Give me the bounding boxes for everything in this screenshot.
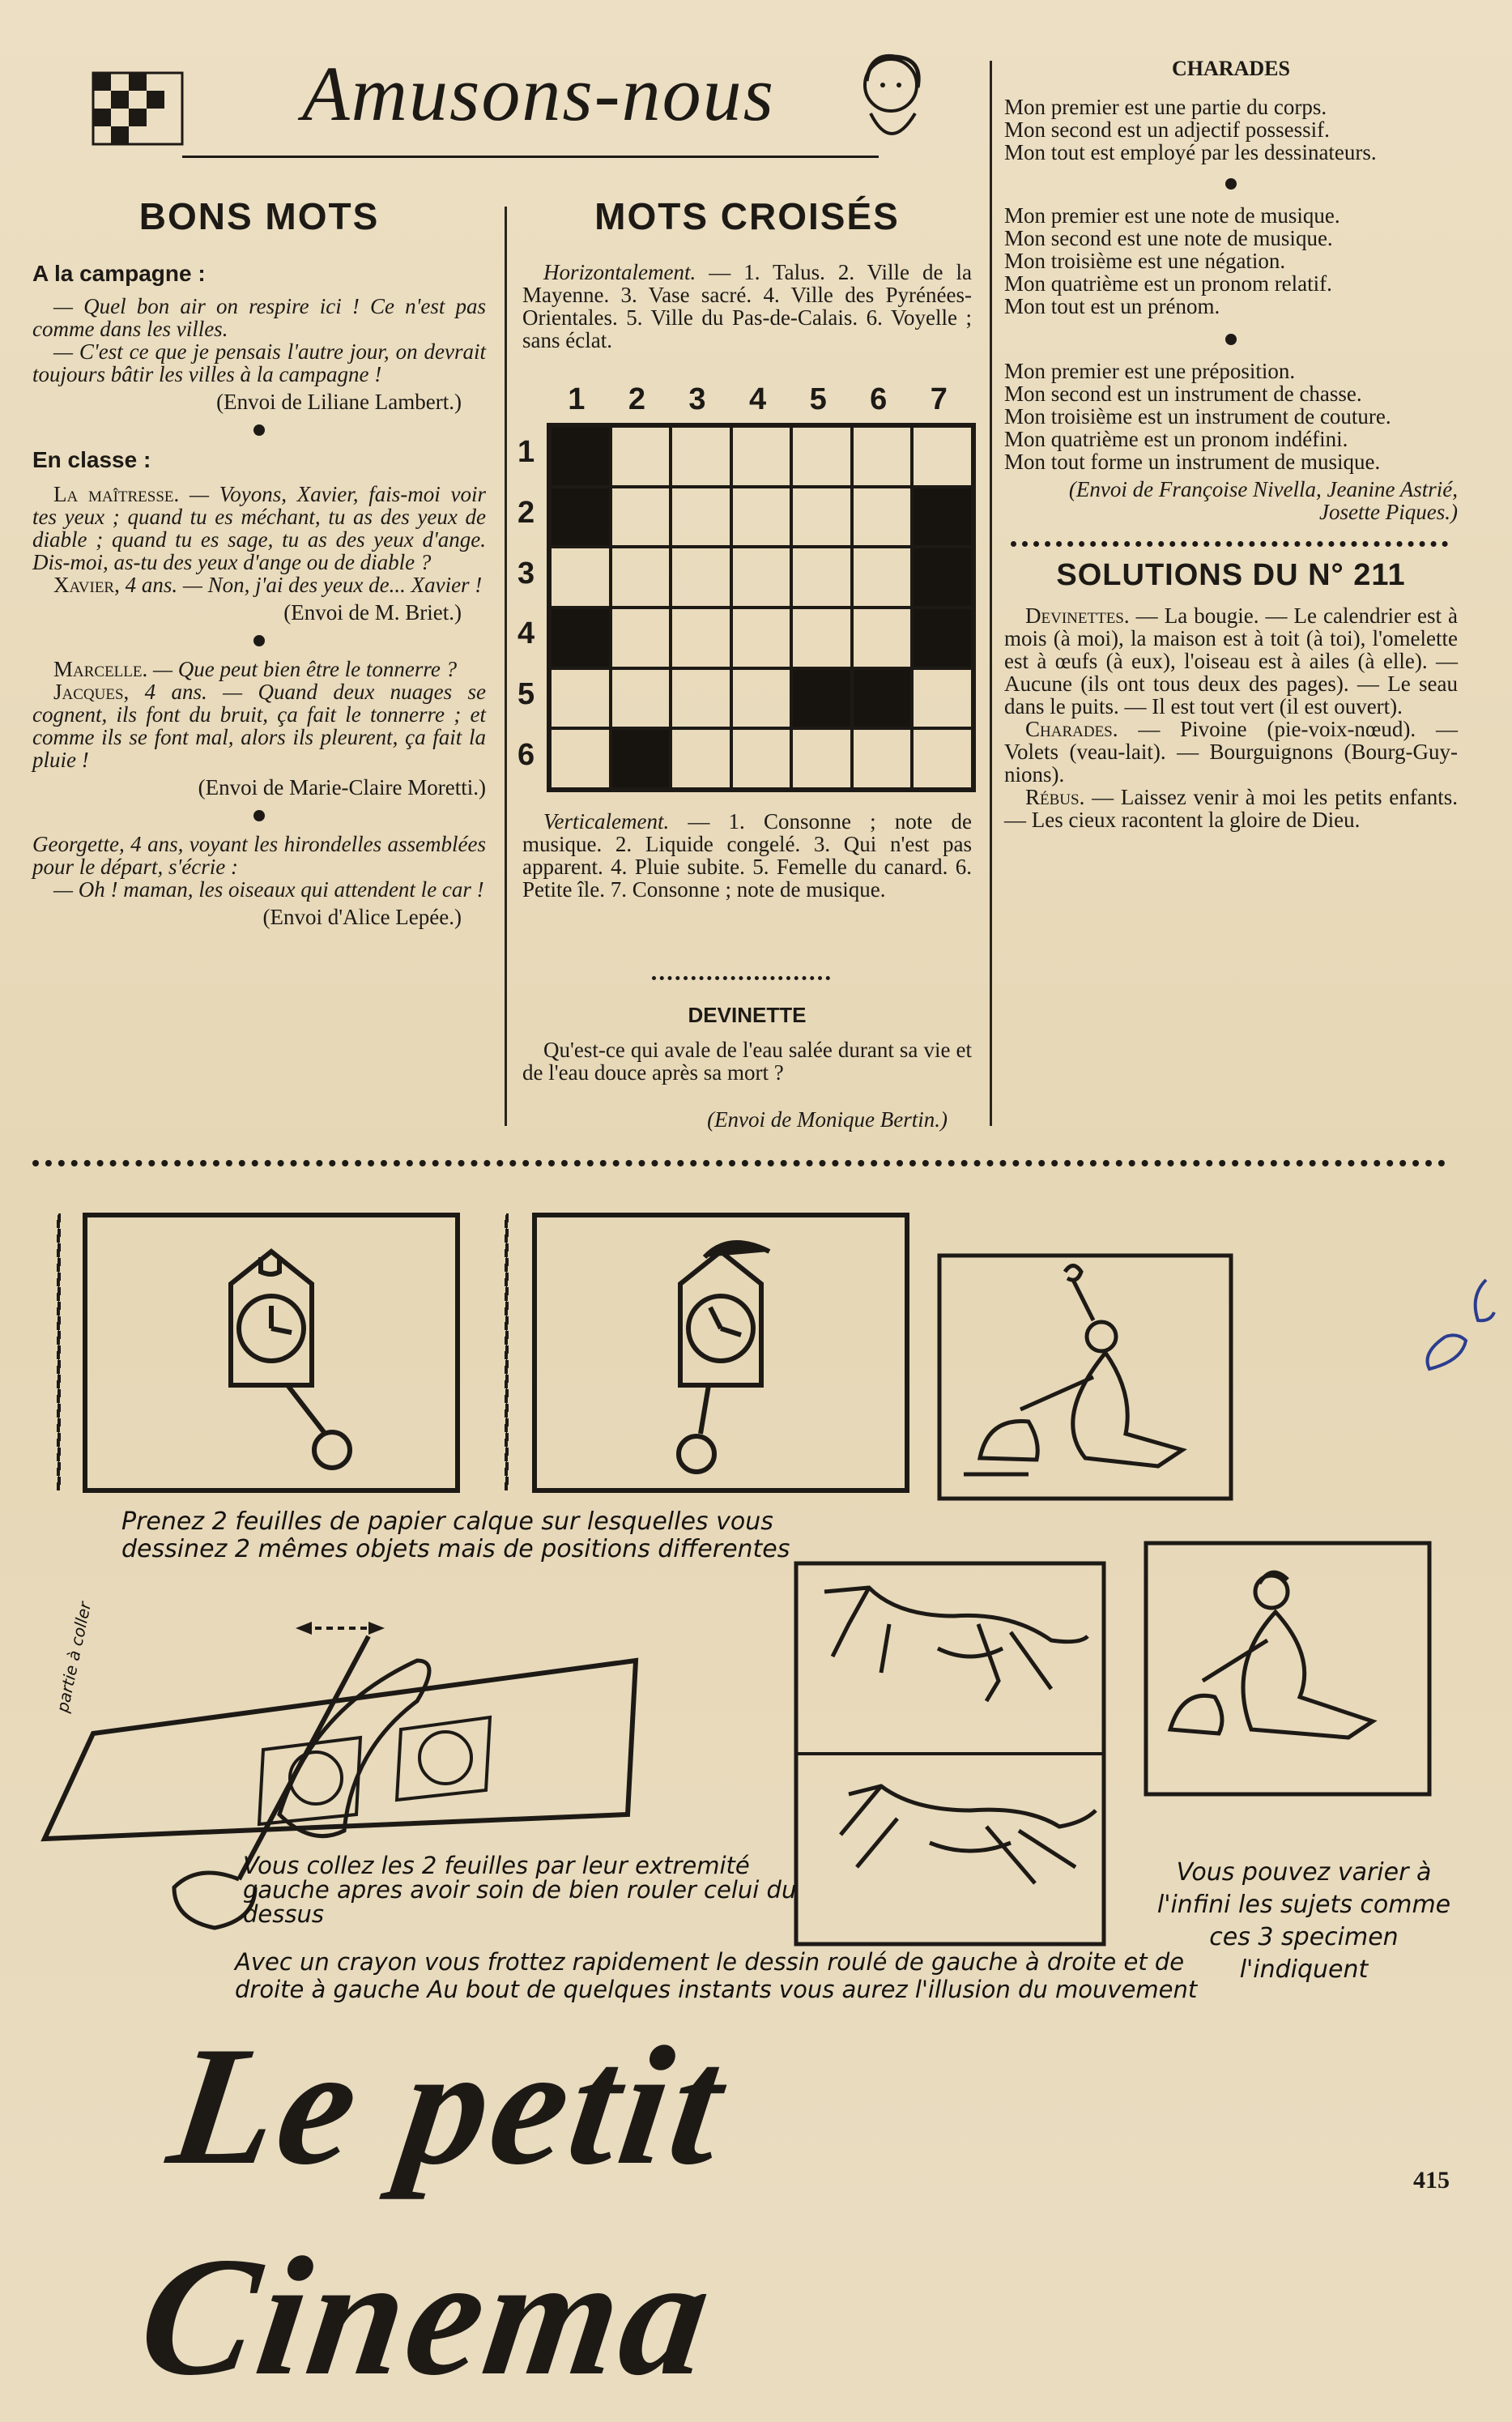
separator-dot: [253, 810, 265, 821]
rolled-sheet-icon: [279, 1661, 429, 1836]
crossword-column-number: 5: [809, 382, 827, 416]
charade-3: [1004, 360, 1458, 473]
separator-dot: [1225, 334, 1237, 345]
crossword-empty-cell[interactable]: [731, 668, 792, 729]
crossword-row-number: 1: [517, 435, 535, 470]
speaker-marcelle: Marcelle.: [53, 657, 148, 681]
crossword-column-number: 2: [628, 382, 645, 416]
woman-frame-2: [1138, 1535, 1437, 1802]
crossword-empty-cell[interactable]: [731, 728, 792, 789]
crossword-empty-cell[interactable]: [791, 547, 852, 608]
vertical-clues-block: [522, 809, 972, 1132]
tonnerre-text-2: 4 ans. — Quand deux nuages se cognent, ils font du bruit, ça fait le tonnerre ; et comme ils se font mal, alors ils pleurent, ça fait la pluie !: [32, 680, 486, 772]
column-rule-right: [990, 61, 992, 1126]
clock-frame-2: [498, 1207, 919, 1499]
galloping-horse-2-icon: [841, 1786, 1096, 1883]
charade-2: [1004, 204, 1458, 318]
devinette-dotted-rule: [652, 976, 830, 980]
crossword-empty-cell[interactable]: [671, 547, 731, 608]
classe-line-1: [32, 483, 486, 574]
mots-croises-column: [522, 194, 972, 352]
kneeling-woman-scrubbing-icon: [1170, 1572, 1373, 1738]
crossword-empty-cell[interactable]: [611, 608, 671, 668]
crossword-empty-cell[interactable]: [731, 608, 792, 668]
kneeling-woman-icon: [964, 1266, 1182, 1475]
charade-line: Mon troisième est une négation.: [1004, 249, 1286, 273]
campagne-line-1: — Quel bon air on respire ici ! Ce n'est pas comme dans les villes.: [32, 294, 486, 341]
crossword-empty-cell[interactable]: [550, 728, 611, 789]
pen-scribble-mark: [1413, 1264, 1502, 1377]
crossword-black-cell: [852, 668, 913, 729]
pencil-icon: [239, 1636, 368, 1879]
crossword-black-cell: [912, 608, 973, 668]
horizontal-clues: [522, 261, 972, 352]
solutions-heading: SOLUTIONS DU N° 211: [1056, 558, 1406, 592]
crossword-empty-cell[interactable]: [791, 426, 852, 487]
solutions-rebus-label: Rébus.: [1025, 785, 1085, 809]
campagne-credit: (Envoi de Liliane Lambert.): [216, 390, 462, 414]
crossword-empty-cell[interactable]: [731, 547, 792, 608]
mots-croises-heading: MOTS CROISÉS: [594, 195, 900, 237]
speaker-xavier: Xavier,: [53, 573, 120, 597]
clock-frame-1: [49, 1207, 470, 1499]
classe-title: En classe :: [32, 447, 151, 472]
checkerboard-illustration-icon: [77, 49, 198, 162]
crossword-empty-cell[interactable]: [791, 728, 852, 789]
crossword-column-number: 1: [568, 382, 586, 416]
crossword-black-cell: [611, 728, 671, 789]
crossword-column-number: 3: [688, 382, 706, 416]
page-number: 415: [1413, 2167, 1450, 2194]
woman-frame-1: [931, 1247, 1239, 1507]
solutions-dotted-rule: [1011, 541, 1448, 547]
cinema-note: Vous pouvez varier à l'infini les sujets comme ces 3 specimen l'indiquent: [1156, 1858, 1451, 1984]
georgette-credit: (Envoi d'Alice Lepée.): [262, 905, 462, 929]
crossword-row-number: 6: [517, 737, 535, 772]
crossword-empty-cell[interactable]: [550, 668, 611, 729]
crossword-empty-cell[interactable]: [611, 547, 671, 608]
solutions-charades-text: — Pivoine (pie-voix-nœud). — Volets (veau-lait). — Bourguignons (Bourg-Guy-nions).: [1004, 717, 1458, 787]
devinette-text: Qu'est-ce qui avale de l'eau salée durant sa vie et de l'eau douce après sa mort ?: [522, 1038, 972, 1085]
cuckoo-clock-icon: [231, 1252, 350, 1468]
crossword-empty-cell[interactable]: [852, 728, 913, 789]
charades-heading: CHARADES: [1172, 57, 1290, 80]
crossword-black-cell: [912, 487, 973, 548]
crossword-grid: [547, 423, 976, 792]
cinema-step-3: Avec un crayon vous frottez rapidement le dessin roulé de gauche à droite et de droite à gauche Au bout de quelques instants vous aurez l'illusion du mouvement: [235, 1948, 1198, 2003]
solutions-rebus: [1004, 786, 1458, 831]
tonnerre-credit: (Envoi de Marie-Claire Moretti.): [198, 775, 486, 800]
crossword-empty-cell[interactable]: [731, 426, 792, 487]
tonnerre-text-1: — Que peut bien être le tonnerre ?: [147, 657, 458, 681]
page-fold-dotted-rule: [32, 1160, 1446, 1166]
charades-column: [1004, 57, 1458, 831]
crossword-empty-cell[interactable]: [671, 487, 731, 548]
charade-line: Mon premier est une note de musique.: [1004, 203, 1340, 228]
georgette-line-2: — Oh ! maman, les oiseaux qui attendent le car !: [53, 877, 484, 902]
charade-line: Mon quatrième est un pronom indéfini.: [1004, 427, 1348, 451]
crossword-black-cell: [912, 547, 973, 608]
crossword-empty-cell[interactable]: [611, 426, 671, 487]
vertical-label: Verticalement.: [543, 809, 670, 834]
crossword-empty-cell[interactable]: [731, 487, 792, 548]
cinema-step-2: Vous collez les 2 feuilles par leur extremité gauche apres avoir soin de bien rouler celui du dessus: [243, 1852, 797, 1928]
tonnerre-line-1: [32, 658, 486, 680]
solutions-charades: [1004, 718, 1458, 786]
crossword-black-cell: [791, 668, 852, 729]
solutions-devinettes-label: Devinettes.: [1025, 603, 1130, 628]
crossword-empty-cell[interactable]: [611, 668, 671, 729]
crossword-empty-cell[interactable]: [912, 426, 973, 487]
margin-note: partie à coller: [52, 1600, 96, 1715]
banner: [77, 49, 935, 166]
charade-line: Mon premier est une préposition.: [1004, 359, 1296, 383]
georgette-line-1: Georgette, 4 ans, voyant les hirondelles assemblées pour le départ, s'écrie :: [32, 832, 486, 879]
crossword-empty-cell[interactable]: [852, 426, 913, 487]
girl-illustration-icon: [846, 49, 935, 162]
crossword-empty-cell[interactable]: [791, 487, 852, 548]
crossword-empty-cell[interactable]: [671, 608, 731, 668]
crossword-column-number: 4: [749, 382, 767, 416]
crossword-black-cell: [550, 487, 611, 548]
speaker-jacques: Jacques,: [53, 680, 130, 704]
solutions-rebus-text: — Laissez venir à moi les petits enfants. — Les cieux racontent la gloire de Dieu.: [1004, 785, 1458, 832]
bons-mots-column: [32, 194, 486, 928]
separator-dot: [1225, 178, 1237, 190]
cinema-title: Le petit Cinema: [130, 2012, 736, 2411]
charade-line: Mon second est un instrument de chasse.: [1004, 382, 1362, 406]
crossword-empty-cell[interactable]: [852, 487, 913, 548]
crossword-empty-cell[interactable]: [611, 487, 671, 548]
crossword-empty-cell[interactable]: [912, 728, 973, 789]
classe-line-2: [32, 574, 486, 596]
speaker-maitresse: La maîtresse.: [53, 482, 180, 506]
crossword-row-number: 3: [517, 556, 535, 591]
crossword-empty-cell[interactable]: [671, 426, 731, 487]
horizontal-label: Horizontalement.: [543, 260, 696, 284]
charade-line: Mon second est un adjectif possessif.: [1004, 117, 1330, 142]
charade-line: Mon tout est employé par les dessinateurs.: [1004, 140, 1377, 164]
vertical-clues: [522, 810, 972, 901]
charade-line: Mon tout forme un instrument de musique.: [1004, 450, 1381, 474]
charade-line: Mon troisième est un instrument de couture.: [1004, 404, 1391, 429]
charade-1: [1004, 96, 1458, 164]
crossword-column-number: 6: [870, 382, 888, 416]
bons-mots-heading: BONS MOTS: [138, 195, 380, 237]
galloping-horse-1-icon: [824, 1588, 1088, 1701]
crossword-empty-cell[interactable]: [912, 668, 973, 729]
crossword-empty-cell[interactable]: [671, 668, 731, 729]
crossword-row-number: 2: [517, 496, 535, 530]
horizontal-text: — 1. Talus. 2. Ville de la Mayenne. 3. Vase sacré. 4. Ville des Pyrénées-Orientales. 5. Ville du Pas-de-Calais. 6. Voyelle ; sans éclat.: [522, 260, 972, 352]
separator-dot: [253, 635, 265, 646]
solutions-devinettes: [1004, 604, 1458, 718]
crossword-empty-cell[interactable]: [852, 608, 913, 668]
solutions-charades-label: Charades.: [1025, 717, 1118, 741]
classe-text-2: 4 ans. — Non, j'ai des yeux de... Xavier !: [119, 573, 483, 597]
crossword-row-number: 5: [517, 677, 535, 711]
banner-title: Amusons-nous: [301, 50, 775, 137]
charades-credit: (Envoi de Françoise Nivella, Jeanine Astrié, Josette Piques.): [1068, 477, 1458, 524]
crossword-empty-cell[interactable]: [852, 547, 913, 608]
classe-credit: (Envoi de M. Briet.): [283, 600, 462, 625]
classe-text-1: — Voyons, Xavier, fais-moi voir tes yeux ; quand tu es méchant, tu as des yeux de diable ; quand tu es sage, tu as des yeux d'ange. Dis-moi, as-tu des yeux d'ange ou de diable ?: [32, 482, 486, 574]
crossword-row-number: 4: [517, 616, 535, 651]
column-rule-left: [505, 207, 507, 1126]
crossword-empty-cell[interactable]: [550, 547, 611, 608]
separator-dot: [253, 424, 265, 436]
crossword-black-cell: [550, 426, 611, 487]
campagne-title: A la campagne :: [32, 261, 206, 286]
banner-underline: [182, 156, 879, 158]
campagne-line-2: — C'est ce que je pensais l'autre jour, on devrait toujours bâtir les villes à la campagne !: [32, 339, 486, 386]
cuckoo-clock-with-bird-icon: [679, 1243, 769, 1472]
charade-line: Mon tout est un prénom.: [1004, 294, 1220, 318]
devinette-credit: (Envoi de Monique Bertin.): [707, 1107, 948, 1132]
tonnerre-line-2: [32, 680, 486, 771]
vertical-text: — 1. Consonne ; note de musique. 2. Liquide congelé. 3. Qui n'est pas apparent. 4. Pluie subite. 5. Femelle du canard. 6. Petite île. 7. Consonne ; note de musique.: [522, 809, 972, 902]
charade-line: Mon quatrième est un pronom relatif.: [1004, 271, 1332, 296]
crossword-black-cell: [550, 608, 611, 668]
crossword-empty-cell[interactable]: [791, 608, 852, 668]
crossword-column-number: 7: [930, 382, 948, 416]
charade-line: Mon second est une note de musique.: [1004, 226, 1333, 250]
crossword-empty-cell[interactable]: [671, 728, 731, 789]
charade-line: Mon premier est une partie du corps.: [1004, 95, 1327, 119]
solutions-devinettes-text: — La bougie. — Le calendrier est à mois (à moi), la maison est à toit (à toi), l'omelette est à œufs (à eux), l'oiseau est à ailes (à elle). — Aucune (ils ont tous deux des pages). — Le seau dans le puits. — Il est tout vert (il est ouvert).: [1004, 603, 1458, 718]
horse-frames: [792, 1559, 1108, 1948]
cinema-step-1: Prenez 2 feuilles de papier calque sur lesquelles vous dessinez 2 mêmes objets mais de positions differentes: [121, 1507, 790, 1563]
devinette-heading: DEVINETTE: [688, 1003, 807, 1027]
